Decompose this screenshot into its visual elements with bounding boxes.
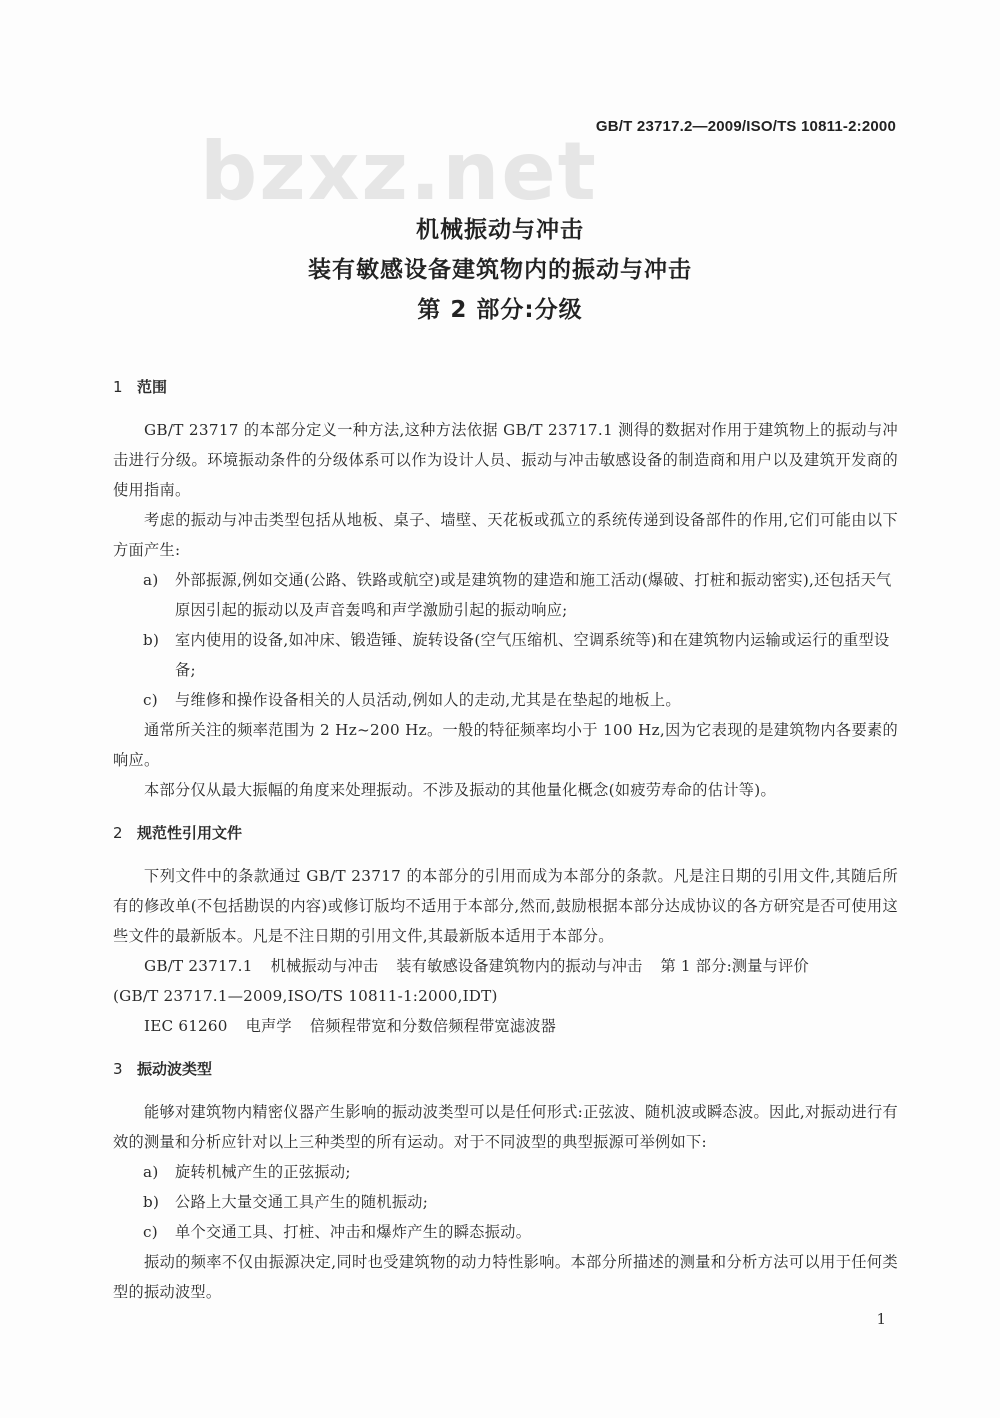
section-2-heading: [113, 818, 898, 848]
section-number: 2: [113, 824, 123, 842]
section-3-heading: [113, 1054, 898, 1084]
standard-number-header: GB/T 23717.2—2009/ISO/TS 10811-2:2000: [595, 118, 896, 135]
list-item-text: 旋转机械产生的正弦振动;: [175, 1163, 351, 1181]
paragraph: 下列文件中的条款通过 GB/T 23717 的本部分的引用而成为本部分的条款。凡是注日期的引用文件,其随后所有的修改单(不包括勘误的内容)或修订版均不适用于本部分,然而,鼓励根据本部分达成协议的各方研究是否可使用这些文件的最新版本。凡是不注日期的引用文件,其最新版本适用于本部分。: [113, 867, 898, 945]
paragraph: 能够对建筑物内精密仪器产生影响的振动波类型可以是任何形式:正弦波、随机波或瞬态波。因此,对振动进行有效的测量和分析应针对以上三种类型的所有运动。对于不同波型的典型振源可举例如下:: [113, 1103, 898, 1151]
list-item-text: 室内使用的设备,如冲床、锻造锤、旋转设备(空气压缩机、空调系统等)和在建筑物内运输或运行的重型设备;: [175, 631, 890, 679]
document-body: [113, 372, 898, 1307]
normative-reference: [113, 1011, 898, 1041]
list-marker: a): [143, 571, 159, 589]
paragraph: 考虑的振动与冲击类型包括从地板、桌子、墙壁、天花板或孤立的系统传递到设备部件的作用,它们可能由以下方面产生:: [113, 511, 898, 559]
list-marker: c): [143, 691, 159, 709]
list-item-text: 外部振源,例如交通(公路、铁路或航空)或是建筑物的建造和施工活动(爆破、打桩和振动密实),还包括天气原因引起的振动以及声音轰鸣和声学激励引起的振动响应;: [175, 571, 892, 619]
reference-title: 倍频程带宽和分数倍频程带宽滤波器: [309, 1017, 557, 1035]
watermark: bzxz.net: [200, 125, 598, 218]
paragraph: 振动的频率不仅由振源决定,同时也受建筑物的动力特性影响。本部分所描述的测量和分析方法可以用于任何类型的振动波型。: [113, 1253, 898, 1301]
paragraph: 通常所关注的频率范围为 2 Hz~200 Hz。一般的特征频率均小于 100 Hz,因为它表现的是建筑物内各要素的响应。: [113, 721, 898, 769]
reference-title: 电声学: [245, 1017, 292, 1035]
list-marker: b): [143, 1193, 160, 1211]
list-item-text: 与维修和操作设备相关的人员活动,例如人的走动,尤其是在垫起的地板上。: [175, 691, 681, 709]
title-line-3: 第 2 部分:分级: [417, 297, 583, 323]
normative-reference: [113, 951, 898, 981]
list-item-text: 公路上大量交通工具产生的随机振动;: [175, 1193, 429, 1211]
reference-code: IEC 61260: [144, 1017, 228, 1035]
list-item: [113, 625, 898, 685]
list-marker: c): [143, 1223, 159, 1241]
document-title: [0, 210, 1000, 330]
reference-title: 装有敏感设备建筑物内的振动与冲击: [396, 957, 643, 975]
reference-title: 第 1 部分:测量与评价: [660, 957, 809, 975]
reference-title: 机械振动与冲击: [270, 957, 379, 975]
section-title: 振动波类型: [137, 1060, 213, 1078]
list-item: [113, 1187, 898, 1217]
list-item: [113, 685, 898, 715]
title-line-1: 机械振动与冲击: [416, 217, 584, 243]
paragraph: 本部分仅从最大振幅的角度来处理振动。不涉及振动的其他量化概念(如疲劳寿命的估计等)。: [144, 781, 776, 799]
list-item: [113, 565, 898, 625]
reference-code: GB/T 23717.1: [144, 957, 253, 975]
section-1-heading: [113, 372, 898, 402]
section-title: 范围: [137, 378, 168, 396]
list-item: [113, 1217, 898, 1247]
list-item: [113, 1157, 898, 1187]
section-number: 3: [113, 1060, 123, 1078]
section-title: 规范性引用文件: [137, 824, 243, 842]
reference-equivalence: (GB/T 23717.1—2009,ISO/TS 10811-1:2000,IDT): [113, 987, 498, 1005]
paragraph: GB/T 23717 的本部分定义一种方法,这种方法依据 GB/T 23717.1 测得的数据对作用于建筑物上的振动与冲击进行分级。环境振动条件的分级体系可以作为设计人员、振动与冲击敏感设备的制造商和用户以及建筑开发商的使用指南。: [113, 421, 898, 499]
title-line-2: 装有敏感设备建筑物内的振动与冲击: [308, 257, 692, 283]
page-number: 1: [876, 1310, 886, 1328]
list-item-text: 单个交通工具、打桩、冲击和爆炸产生的瞬态振动。: [175, 1223, 532, 1241]
list-marker: b): [143, 631, 160, 649]
section-number: 1: [113, 378, 123, 396]
list-marker: a): [143, 1163, 159, 1181]
